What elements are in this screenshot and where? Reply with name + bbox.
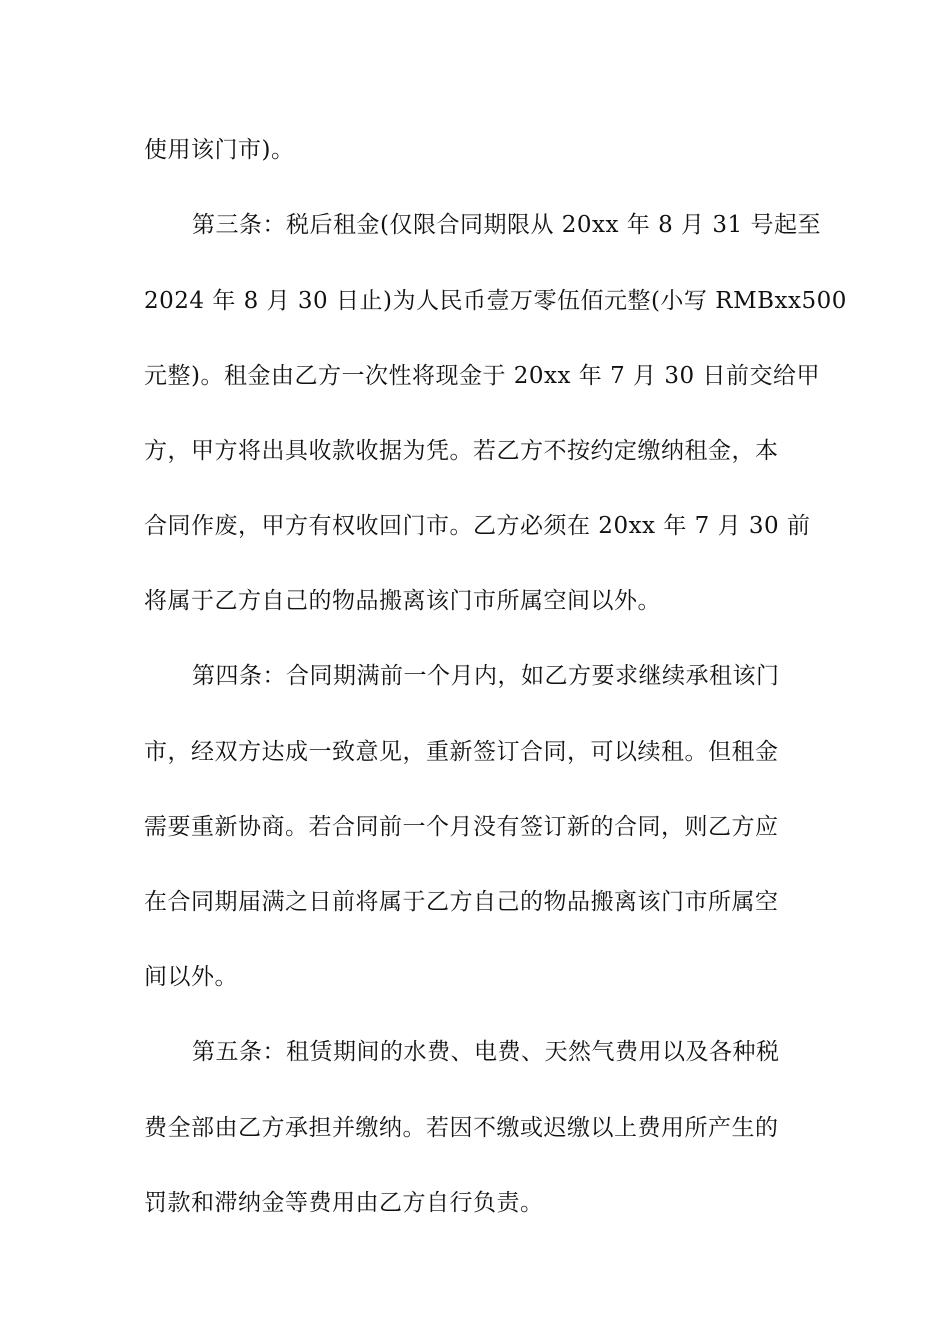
article-3-line-2: 2024 年 8 月 30 日止)为人民币壹万零伍佰元整(小写 RMBxx500 bbox=[144, 288, 847, 314]
article-3-line-4: 方，甲方将出具收款收据为凭。若乙方不按约定缴纳租金，本 bbox=[144, 438, 779, 464]
article-3-line-1: 第三条：税后租金(仅限合同期限从 20xx 年 8 月 31 号起至 bbox=[192, 212, 821, 238]
article-5-line-3: 罚款和滞纳金等费用由乙方自行负责。 bbox=[144, 1190, 544, 1216]
text-line-1: 使用该门市)。 bbox=[144, 137, 295, 163]
article-4-line-5: 间以外。 bbox=[144, 964, 238, 990]
article-3-line-5: 合同作废，甲方有权收回门市。乙方必须在 20xx 年 7 月 30 前 bbox=[144, 513, 811, 539]
article-5-line-2: 费全部由乙方承担并缴纳。若因不缴或迟缴以上费用所产生的 bbox=[144, 1115, 779, 1141]
article-5-line-1: 第五条：租赁期间的水费、电费、天然气费用以及各种税 bbox=[192, 1039, 780, 1065]
article-4-line-3: 需要重新协商。若合同前一个月没有签订新的合同，则乙方应 bbox=[144, 814, 779, 840]
article-4-line-4: 在合同期届满之日前将属于乙方自己的物品搬离该门市所属空 bbox=[144, 889, 779, 915]
article-3-line-6: 将属于乙方自己的物品搬离该门市所属空间以外。 bbox=[144, 588, 661, 614]
article-3-line-3: 元整)。租金由乙方一次性将现金于 20xx 年 7 月 30 日前交给甲 bbox=[144, 363, 820, 389]
article-4-line-2: 市，经双方达成一致意见，重新签订合同，可以续租。但租金 bbox=[144, 739, 779, 765]
article-4-line-1: 第四条：合同期满前一个月内，如乙方要求继续承租该门 bbox=[192, 663, 780, 689]
